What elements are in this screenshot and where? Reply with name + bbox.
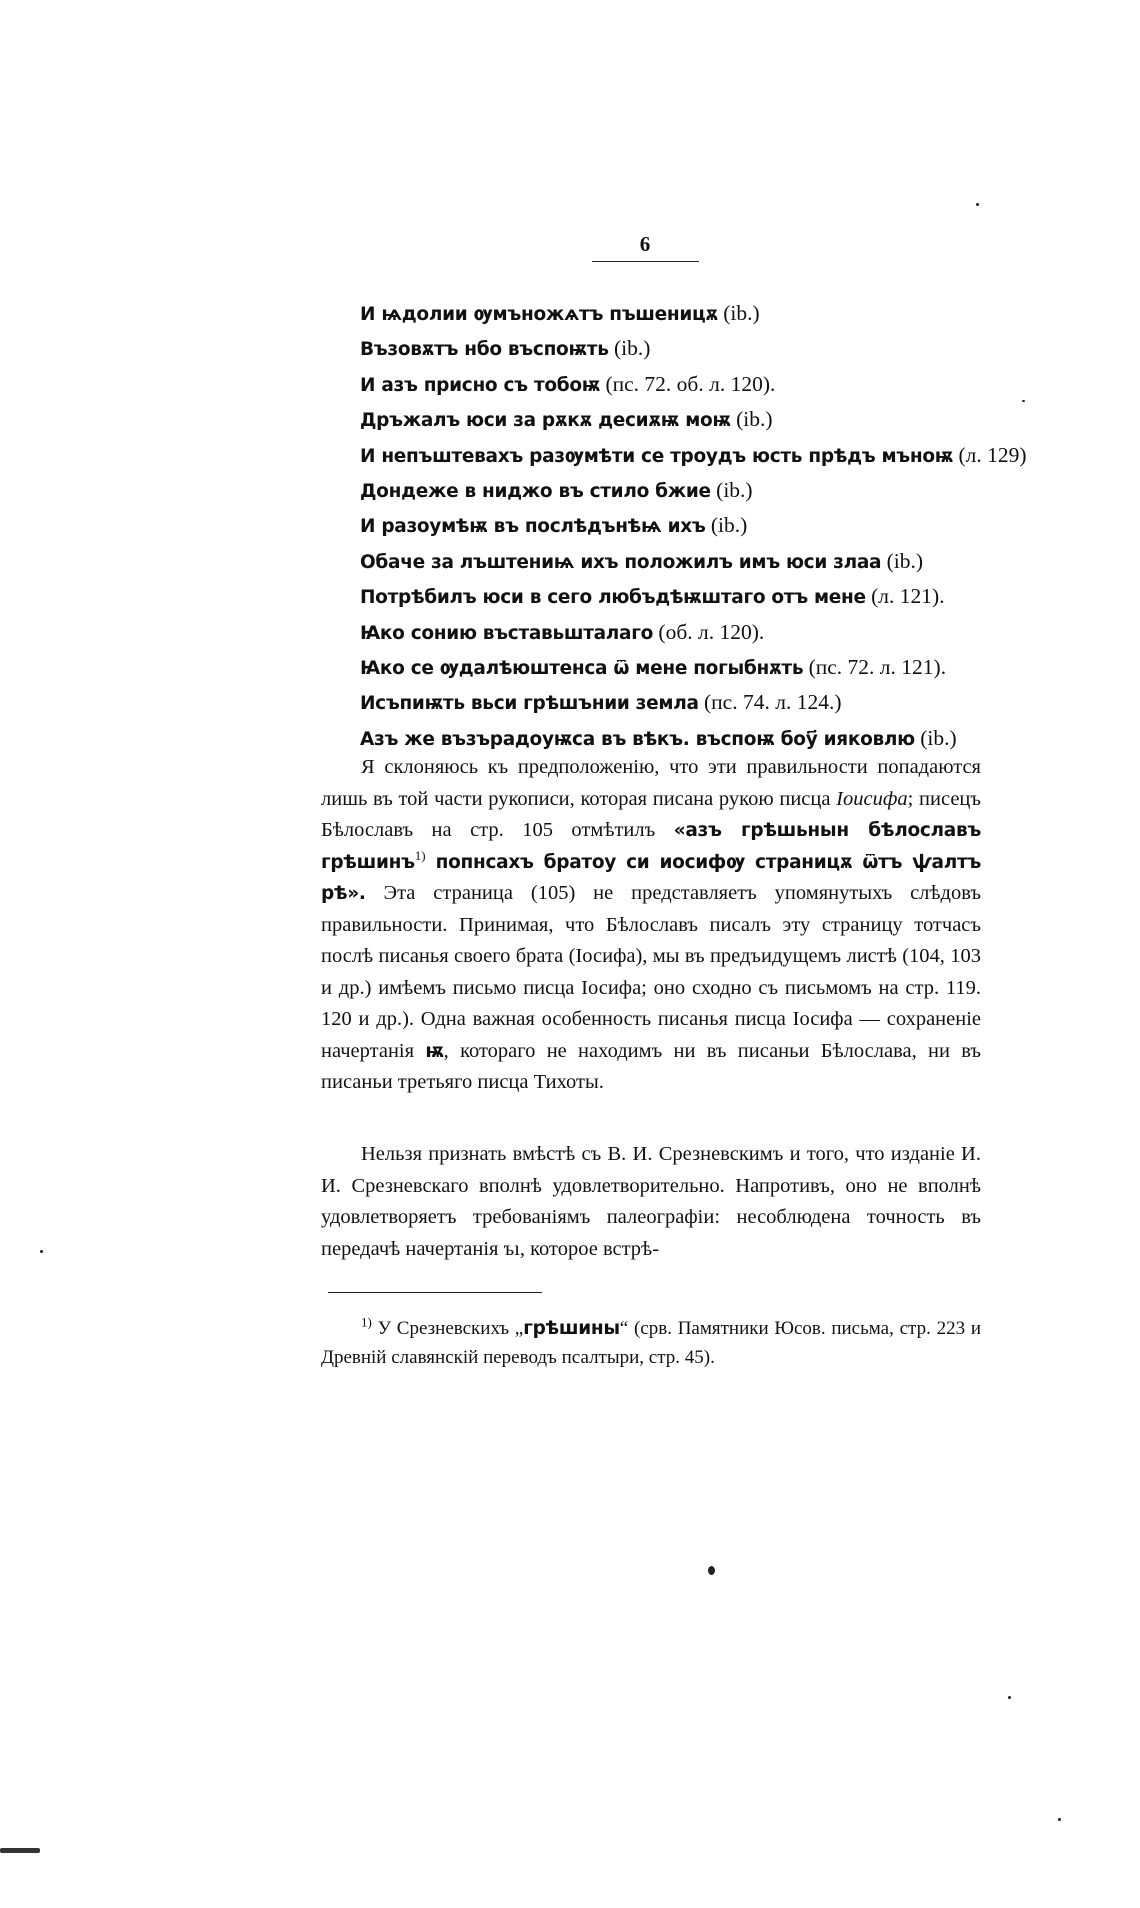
- quote-text: Потрѣбилъ юси в сего любъдѣѭштаго отъ мене: [360, 587, 866, 609]
- footnote: [321, 1314, 981, 1372]
- quote-line: [360, 579, 1000, 614]
- quote-line: [360, 331, 1000, 366]
- edge-mark: [0, 1848, 40, 1853]
- quote-ref: (ib.): [710, 477, 753, 502]
- footnote-text: “ (срв. Памятники Юсов. письма, стр. 223 и Древній славянскій переводъ псалтыри, стр. 45).: [321, 1318, 982, 1368]
- paragraph-text: Я склоняюсь къ предположенію, что эти правильности попадаются лишь въ той части рукописи, которая писана рукою писца: [321, 756, 981, 810]
- footnote-text: У Срезневскихъ „: [371, 1318, 524, 1339]
- quote-text: И разоумѣѭ въ послѣдънѣѩ ихъ: [360, 516, 706, 538]
- quote-ref: (ib.): [608, 336, 651, 361]
- quote-line: [360, 721, 1000, 756]
- quote-ref: (пс. 72. л. 121).: [803, 654, 947, 679]
- quote-ref: (л. 121).: [865, 584, 945, 609]
- slavonic-letter: ѭ: [425, 1040, 444, 1062]
- ink-speck: [1008, 1696, 1011, 1699]
- quote-ref: (ib.): [730, 407, 773, 432]
- quote-ref: (ib.): [914, 725, 957, 750]
- quote-line: [360, 402, 1000, 437]
- footnote-rule: [328, 1292, 542, 1293]
- body-paragraph: [321, 752, 981, 1099]
- quote-text: Възовѫтъ нбо въспоѭть: [360, 339, 609, 361]
- paragraph-text: Эта страница (105) не представляетъ упомянутыхъ слѣдовъ правильности. Принимая, что Бѣлославъ писалъ эту страницу тотчасъ послѣ писанья своего брата (Іосифа), мы въ предъидущемъ листѣ (104, 103 и др.) имѣемъ письмо писца Іосифа; оно сходно съ письмомъ на стр. 119. 120 и др.). Одна важная особенность писанья писца Іосифа — сохраненіе начертанія: [321, 882, 981, 1062]
- quote-text: Ꙗко се ѹдалѣюштенса ѿ мене погыбнѫть: [360, 657, 804, 679]
- quote-line: [360, 367, 1000, 402]
- quote-text: Дондеже в ниджо въ стило бжие: [360, 480, 711, 502]
- quote-line: [360, 685, 1000, 720]
- page-number-rule: [592, 261, 699, 262]
- quote-ref: (ib.): [717, 301, 760, 325]
- paragraph-text: ; писецъ Бѣлославъ на стр. 105 отмѣтилъ: [321, 787, 981, 841]
- ink-speck: [708, 1566, 715, 1575]
- ink-speck: [40, 1250, 43, 1253]
- quote-ref: (ib.): [705, 513, 748, 538]
- quote-text: Азъ же възърадоуѭса въ вѣкъ. въспоѭ боу҃ ияковлю: [360, 728, 915, 750]
- paragraph-text: , котораго не находимъ ни въ писаньи Бѣлослава, ни въ писаньи третьяго писца Тихоты.: [321, 1039, 981, 1093]
- quote-ref: (пс. 72. об. л. 120).: [600, 371, 776, 396]
- italic-name: Іоисифа: [836, 787, 908, 810]
- quote-line: [360, 473, 1000, 508]
- quote-text: И ѩдолии ѹмъножѧтъ пъшеницѫ: [360, 304, 718, 325]
- quote-text: И непъштевахъ разѹмѣти се троудъ юсть прѣдъ мъноѭ: [360, 445, 954, 467]
- quote-text: Обаче за лъштениѩ ихъ положилъ имъ юси злаа: [360, 551, 882, 573]
- ink-speck: [1058, 1818, 1061, 1821]
- quote-text: Ꙗко сонию въставьшталаго: [360, 622, 654, 644]
- quote-text: Дръжалъ юси за рѫкѫ десиѫѭ моѭ: [360, 410, 731, 432]
- quote-block: [360, 296, 1027, 756]
- quote-line: [360, 544, 1000, 579]
- page-number: 6: [639, 232, 651, 256]
- quote-ref: (пс. 74. л. 124.): [698, 690, 842, 715]
- quote-ref: (об. л. 120).: [653, 619, 765, 644]
- footnote-marker: 1): [361, 1314, 372, 1330]
- ink-speck: [976, 203, 979, 206]
- slavonic-quote: попнсахъ братоу си иосифѹ страницѫ ѿтъ ѱалтъ рѣ».: [321, 851, 981, 904]
- footnote-marker: 1): [414, 847, 426, 863]
- quote-line: [360, 615, 1000, 650]
- quote-text: Исъпиѭть вьси грѣшънии земла: [360, 693, 699, 715]
- slavonic-quote: грѣшины: [523, 1318, 620, 1339]
- quote-text: И азъ присно съ тобоѭ: [360, 374, 601, 396]
- slavonic-quote: «азъ грѣшьнын бѣлославъ грѣшинъ: [321, 820, 981, 873]
- quote-ref: (ib.): [881, 548, 923, 573]
- body-paragraph: Нельзя признать вмѣстѣ съ В. И. Срезневскимъ и того, что изданіе И. И. Срезневскаго вполнѣ удовлетворительно. Напротивъ, оно не вполнѣ удовлетворяетъ требованіямъ палеографіи: несоблюдена точность въ передачѣ начертанія ъı, которое встрѣ-: [321, 1143, 981, 1260]
- quote-line: [360, 508, 1000, 543]
- quote-line: [360, 296, 1000, 331]
- quote-line: [360, 650, 1000, 685]
- ink-speck: [1022, 400, 1025, 402]
- quote-ref: (л. 129): [953, 442, 1027, 467]
- quote-line: [360, 438, 1027, 473]
